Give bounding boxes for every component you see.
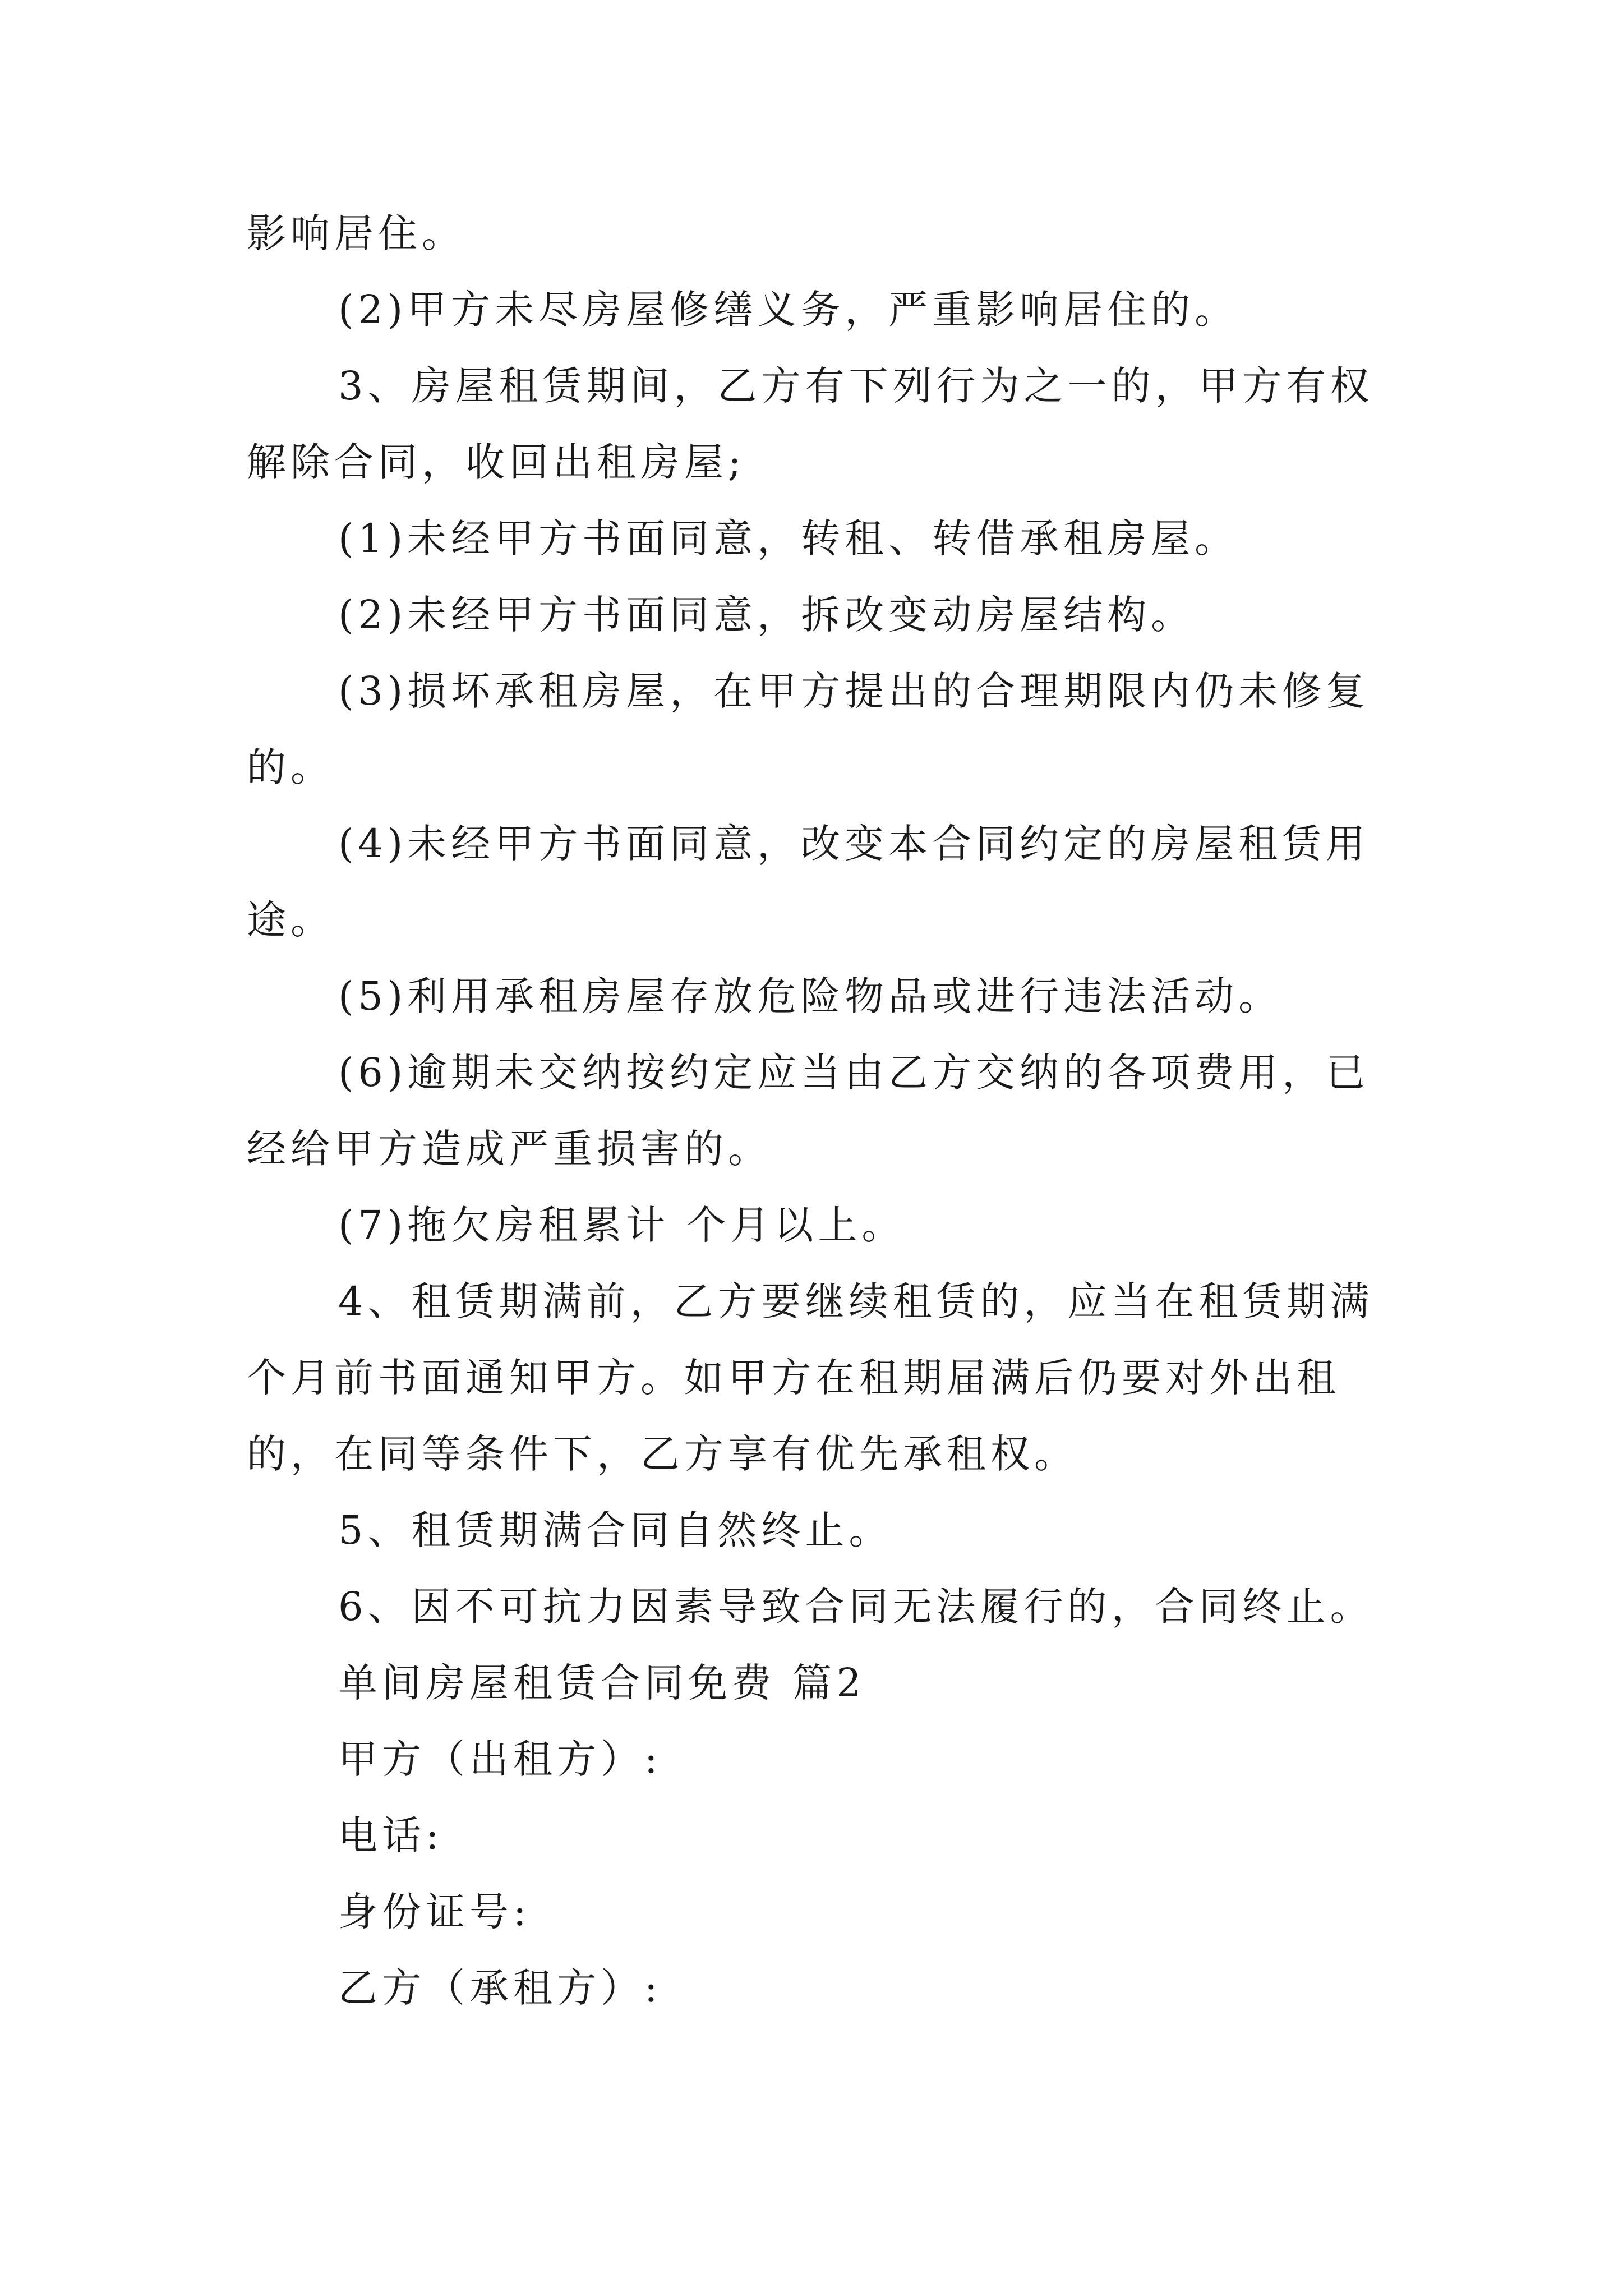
party-a-label: 甲方（出租方）: (338, 1736, 662, 1782)
paragraph-clause-2-2: (2)甲方未尽房屋修缮义务，严重影响居住的。 (338, 287, 1239, 333)
paragraph-clause-6: 6、因不可抗力因素导致合同无法履行的，合同终止。 (338, 1584, 1374, 1630)
paragraph-clause-3-5: (5)利用承租房屋存放危险物品或进行违法活动。 (338, 973, 1283, 1019)
paragraph-clause-4: 4、租赁期满前，乙方要继续租赁的，应当在租赁期满个月前书面通知甲方。如甲方在租期届满后仍要对外出租的，在同等条件下，乙方享有优先承租权。 (247, 1278, 1374, 1477)
paragraph-clause-5: 5、租赁期满合同自然终止。 (338, 1507, 893, 1553)
paragraph-clause-3-6: (6)逾期未交纳按约定应当由乙方交纳的各项费用，已经给甲方造成严重损害的。 (247, 1050, 1370, 1172)
document-body (247, 195, 1391, 2026)
paragraph-clause-3-3: (3)损坏承租房屋，在甲方提出的合理期限内仍未修复的。 (247, 668, 1370, 790)
paragraph-clause-3-4: (4)未经甲方书面同意，改变本合同约定的房屋租赁用途。 (247, 821, 1370, 943)
paragraph-clause-3-7: (7)拖欠房租累计 个月以上。 (338, 1202, 906, 1248)
party-b-label: 乙方（承租方）: (338, 1965, 662, 2011)
section-heading: 单间房屋租赁合同免费 篇2 (338, 1660, 866, 1706)
paragraph-clause-3-1: (1)未经甲方书面同意，转租、转借承租房屋。 (338, 516, 1239, 562)
paragraph-continuation: 影响居住。 (247, 210, 465, 256)
phone-label: 电话: (338, 1812, 444, 1858)
paragraph-clause-3: 3、房屋租赁期间，乙方有下列行为之一的，甲方有权解除合同，收回出租房屋; (247, 363, 1374, 485)
id-number-label: 身份证号: (338, 1889, 531, 1935)
paragraph-clause-3-2: (2)未经甲方书面同意，拆改变动房屋结构。 (338, 592, 1195, 638)
